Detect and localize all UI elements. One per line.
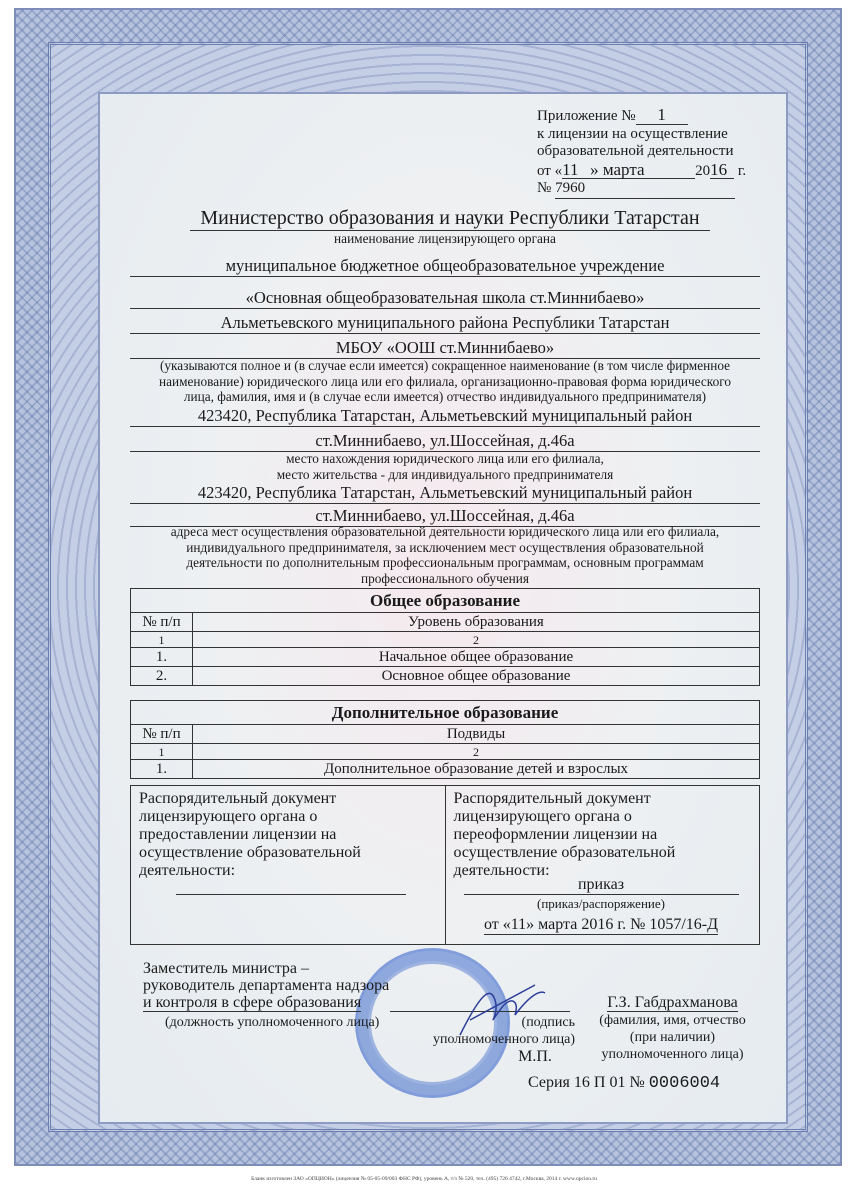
date-prefix: от «: [537, 162, 563, 179]
seal-place-label: М.П.: [518, 1048, 552, 1065]
column-header: № п/п: [131, 613, 193, 632]
date-year: 16: [710, 161, 734, 180]
order-type: приказ: [464, 876, 739, 895]
org-line: Альметьевского муниципального района Республики Татарстан: [130, 313, 760, 334]
column-index: 2: [193, 744, 760, 760]
org-line: «Основная общеобразовательная школа ст.Миннибаево»: [130, 288, 760, 309]
signatory-name: Г.З. Габдрахманова: [607, 994, 738, 1011]
text-line: лицензирующего органа о: [453, 808, 632, 825]
caption-line: (указываются полное и (в случае если имеется) сокращенное наименование (в том числе фирменное: [159, 358, 731, 373]
date-month: » марта: [590, 161, 695, 180]
license-number: 7960: [555, 180, 735, 199]
signatory-position: [143, 960, 389, 1012]
series-label: Серия: [528, 1074, 570, 1091]
caption-line: место жительства - для индивидуального предпринимателя: [276, 466, 614, 482]
caption-line: профессионального обучения: [360, 570, 530, 586]
signature-caption: [425, 1014, 575, 1065]
reissue-order-cell: [445, 786, 760, 944]
table-row: [131, 648, 760, 667]
text-line: и контроля в сфере образования: [143, 994, 362, 1011]
caption-line: наименование) юридического лица или его филиала, организационно-правовая форма юридического: [158, 373, 732, 389]
caption-line: индивидуального предпринимателя, за исключением мест осуществления образовательной: [186, 539, 704, 555]
grant-order-cell: [131, 786, 445, 944]
text-line: Распорядительный документ: [139, 790, 337, 807]
table-row: [131, 760, 760, 779]
additional-education-table: [130, 700, 760, 779]
org-line: муниципальное бюджетное общеобразовательное учреждение: [130, 256, 760, 277]
activity-address-line: 423420, Республика Татарстан, Альметьевский муниципальный район: [130, 483, 760, 504]
signatory-name-block: [590, 994, 755, 1063]
series-value: 16 П 01: [573, 1074, 626, 1091]
general-education-table: [130, 588, 760, 686]
caption-line: адреса мест осуществления образовательной деятельности юридического лица или его филиала,: [170, 524, 720, 539]
text-line: (при наличии): [629, 1030, 716, 1045]
row-level: Начальное общее образование: [193, 648, 760, 667]
table-title: Дополнительное образование: [131, 701, 760, 725]
position-caption: (должность уполномоченного лица): [165, 1015, 380, 1030]
text-line: осуществление образовательной: [453, 844, 676, 861]
order-type-caption: (приказ/распоряжение): [537, 896, 665, 911]
text-line: деятельности:: [139, 862, 236, 879]
appendix-line: к лицензии на осуществление: [537, 125, 728, 142]
text-line: осуществление образовательной: [139, 844, 361, 861]
order-reference: от «11» марта 2016 г. № 1057/16-Д: [483, 916, 719, 933]
location-line: 423420, Республика Татарстан, Альметьевский муниципальный район: [130, 406, 760, 427]
text-line: Заместитель министра –: [143, 960, 309, 977]
org-caption: [130, 358, 760, 405]
column-index: 1: [131, 744, 193, 760]
column-header: Уровень образования: [193, 613, 760, 632]
printer-footer: Бланк изготовлен ЗАО «ОПЦИОН» (лицензия № 05-05-09/003 ФНС РФ), уровень А, т/з № 520, тел. (495) 726 4742, г.Москва, 2014 г. www.opcion.ru: [251, 1176, 597, 1182]
blank-line: [176, 894, 406, 895]
location-caption: [130, 451, 760, 482]
text-line: уполномоченного лица): [601, 1047, 744, 1062]
column-index: 1: [131, 632, 193, 648]
row-number: 2.: [131, 667, 193, 686]
orders-box: [130, 785, 760, 945]
caption-line: место нахождения юридического лица или его филиала,: [286, 451, 604, 466]
row-number: 1.: [131, 760, 193, 779]
year-prefix: 20: [695, 162, 711, 179]
appendix-line: образовательной деятельности: [537, 143, 734, 159]
column-header: Подвиды: [193, 725, 760, 744]
text-line: уполномоченного лица): [433, 1032, 575, 1047]
text-line: руководитель департамента надзора: [143, 977, 390, 994]
year-suffix: г.: [737, 162, 747, 179]
org-line: МБОУ «ООШ ст.Миннибаево»: [130, 338, 760, 359]
column-index: 2: [193, 632, 760, 648]
appendix-block: [537, 106, 777, 199]
text-line: переоформлении лицензии на: [453, 826, 658, 843]
text-line: (фамилия, имя, отчество: [599, 1013, 746, 1028]
text-line: деятельности:: [453, 862, 550, 879]
series-no-label: №: [629, 1074, 645, 1091]
text-line: лицензирующего органа о: [139, 808, 318, 825]
location-line: ст.Миннибаево, ул.Шоссейная, д.46а: [130, 431, 760, 452]
activity-address-line: ст.Миннибаево, ул.Шоссейная, д.46а: [130, 506, 760, 527]
activity-address-caption: [130, 524, 760, 586]
table-title: Общее образование: [131, 589, 760, 613]
row-subtype: Дополнительное образование детей и взрослых: [193, 760, 760, 779]
authority-name: Министерство образования и науки Республики Татарстан: [190, 206, 710, 231]
table-row: [131, 667, 760, 686]
text-line: предоставлении лицензии на: [139, 826, 337, 843]
date-day: 11: [562, 161, 590, 180]
appendix-number: 1: [636, 106, 688, 125]
row-number: 1.: [131, 648, 193, 667]
column-header: № п/п: [131, 725, 193, 744]
text-line: (подпись: [521, 1015, 575, 1030]
blank-series: [528, 1074, 720, 1093]
row-level: Основное общее образование: [193, 667, 760, 686]
authority-caption: наименование лицензирующего органа: [334, 231, 556, 246]
caption-line: деятельности по дополнительным профессиональным программам, основным программам: [186, 555, 704, 570]
text-line: Распорядительный документ: [453, 790, 651, 807]
appendix-label: Приложение №: [537, 108, 636, 124]
license-no-label: №: [537, 180, 552, 196]
caption-line: лица, фамилия, имя и (в случае если имеется) отчество индивидуального предпринимателя): [183, 389, 707, 404]
blank-number: 0006004: [648, 1074, 721, 1093]
